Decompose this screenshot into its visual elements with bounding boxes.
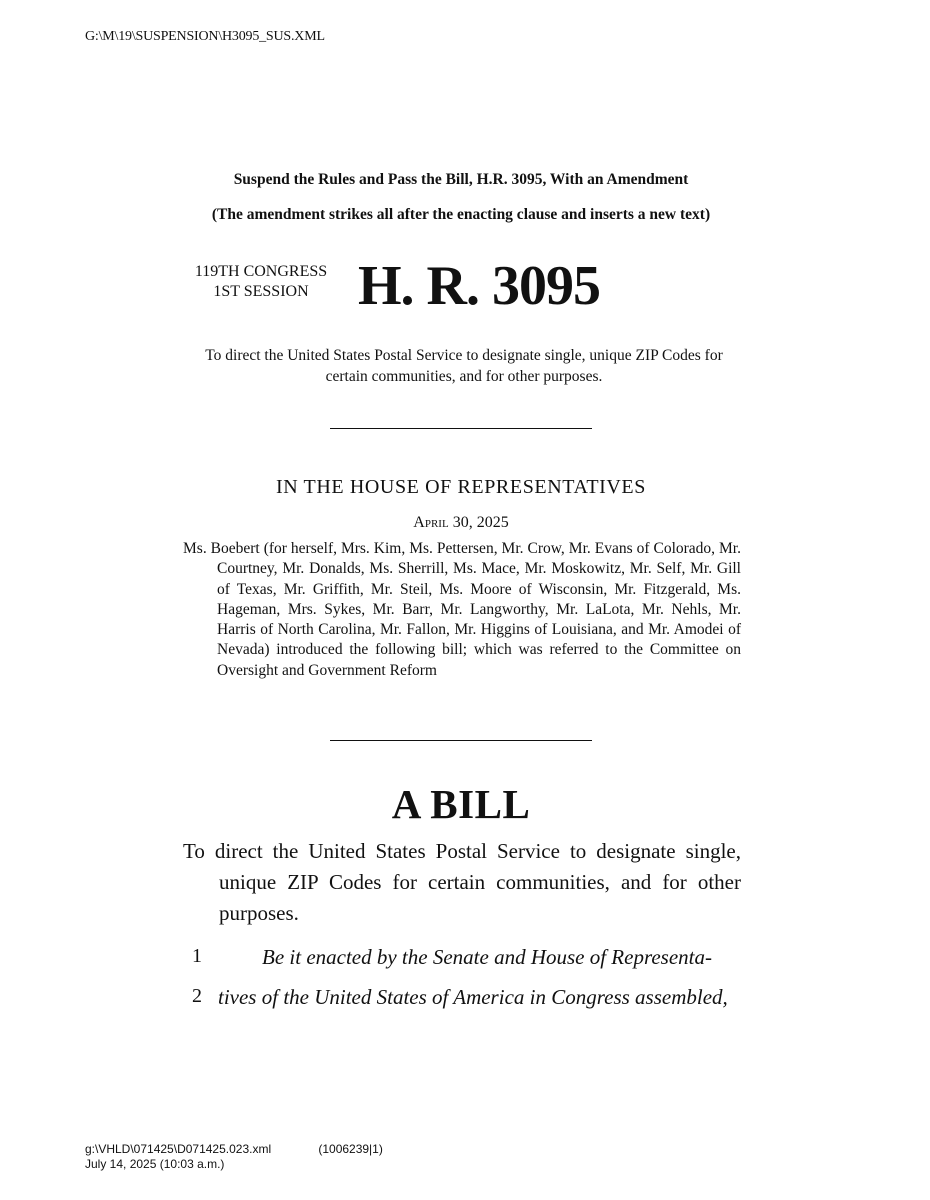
introduction-date: April 30, 2025 [413,514,509,531]
footer [85,1142,383,1172]
congress-line: 119TH CONGRESS [194,263,328,280]
congress-session [183,262,339,302]
enacting-text: Be it enacted by the Senate and House of Representa- [262,945,712,969]
footer-code: (1006239|1) [318,1142,383,1156]
line-number: 1 [192,945,202,967]
sponsors-paragraph: Ms. Boebert (for herself, Mrs. Kim, Ms. Pettersen, Mr. Crow, Mr. Evans of Colorado, Mr. Courtney, Mr. Donalds, Ms. Sherrill, Ms. Mace, Mr. Moskowitz, Mr. Self, Mr. Gill of Texas, Mr. Griffith, Mr. Steil, Ms. Moore of Wisconsin, Mr. Fitzgerald, Ms. Hageman, Mrs. Sykes, Mr. Barr, Mr. Langworthy, Mr. LaLota, Mr. Nehls, Mr. Harris of North Carolina, Mr. Fallon, Mr. Higgins of Louisiana, and Mr. Amodei of Nevada) introduced the following bill; which was referred to the Committee on Oversight and Government Reform [183,540,741,679]
footer-timestamp: July 14, 2025 (10:03 a.m.) [85,1157,225,1171]
amendment-note: (The amendment strikes all after the enacting clause and inserts a new text) [211,206,711,223]
long-title: To direct the United States Postal Service to designate single, unique ZIP Codes for certain communities, and for other purposes. [183,839,741,925]
short-title: To direct the United States Postal Service to designate single, unique ZIP Codes for certain communities, and for other purposes. [205,347,723,385]
footer-path: g:\VHLD\071425\D071425.023.xml [85,1142,272,1156]
session-line: 1ST SESSION [213,283,309,300]
bill-heading: A BILL [391,781,531,827]
motion-title: Suspend the Rules and Pass the Bill, H.R. 3095, With an Amendment [233,171,689,188]
divider [330,428,592,429]
bill-number: H. R. 3095 [358,255,600,317]
enacting-text: tives of the United States of America in Congress assembled, [218,985,728,1009]
file-path: G:\M\19\SUSPENSION\H3095_SUS.XML [85,29,325,44]
chamber-heading: IN THE HOUSE OF REPRESENTATIVES [276,476,646,498]
divider [330,740,592,741]
line-number: 2 [192,985,202,1007]
